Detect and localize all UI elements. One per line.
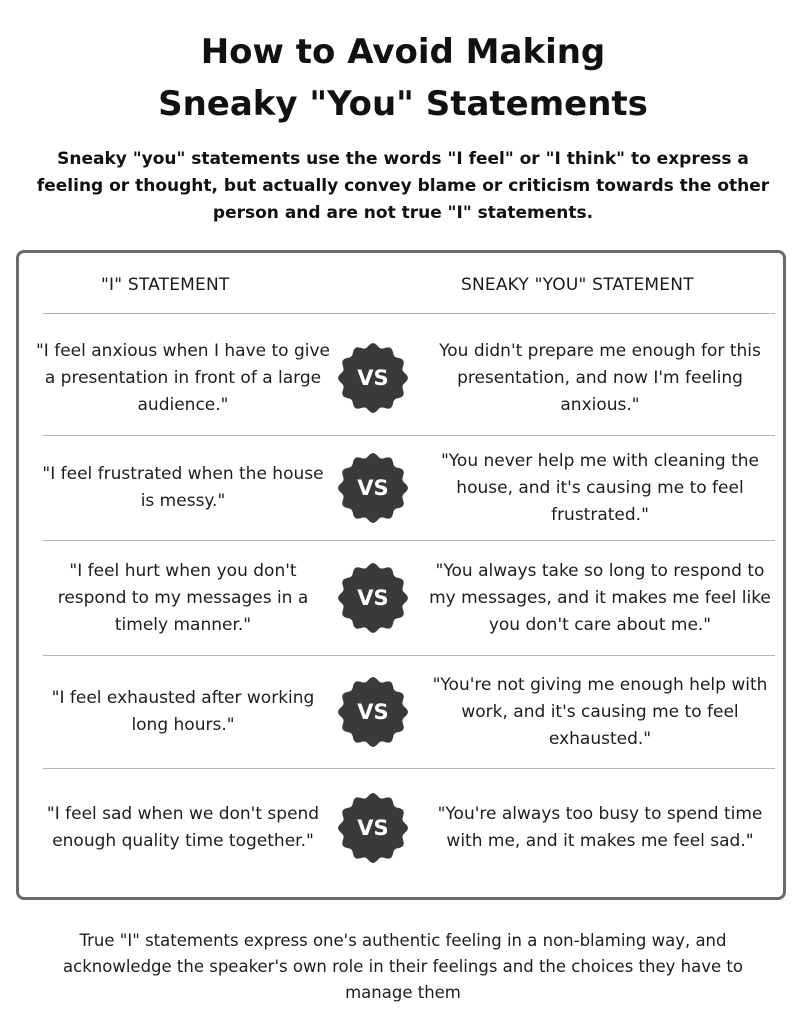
vs-badge <box>337 342 409 414</box>
vs-label: VS <box>357 476 389 500</box>
vs-label: VS <box>357 586 389 610</box>
footer-note: True "I" statements express one's authentic feeling in a non-blaming way, and acknowledge the speaker's own role in their feelings and the choices they have to manage them <box>63 931 743 1002</box>
intro-text: Sneaky "you" statements use the words "I feel" or "I think" to express a feeling or thought, but actually convey blame or criticism towards the other person and are not true "I" statements. <box>36 149 770 223</box>
table-row <box>19 542 783 654</box>
divider <box>43 435 775 436</box>
divider <box>43 313 775 314</box>
divider <box>43 768 775 769</box>
vs-label: VS <box>357 700 389 724</box>
vs-label: VS <box>357 816 389 840</box>
comparison-table <box>16 250 786 900</box>
title-line-1: How to Avoid Making <box>200 32 606 72</box>
you-statement: You didn't prepare me enough for this presentation, and now I'm feeling anxious." <box>439 340 761 415</box>
i-statement-header: "I" STATEMENT <box>101 275 230 295</box>
i-statement: "I feel anxious when I have to give a presentation in front of a large audience." <box>35 340 331 415</box>
you-statement: "You always take so long to respond to my messages, and it makes me feel like you don't care about me." <box>429 560 771 635</box>
vs-badge <box>337 452 409 524</box>
you-statement: "You never help me with cleaning the house, and it's causing me to feel frustrated." <box>440 450 760 525</box>
table-row <box>19 770 783 886</box>
i-statement: "I feel sad when we don't spend enough quality time together." <box>46 804 320 851</box>
table-row <box>19 437 783 539</box>
vs-badge <box>337 792 409 864</box>
title-line-2: Sneaky "You" Statements <box>158 84 648 124</box>
you-statement-header: SNEAKY "YOU" STATEMENT <box>461 275 694 295</box>
table-row <box>19 657 783 767</box>
divider <box>43 655 775 656</box>
you-statement: "You're always too busy to spend time with me, and it makes me feel sad." <box>437 804 763 851</box>
i-statement: "I feel frustrated when the house is messy." <box>42 464 324 511</box>
i-statement: "I feel hurt when you don't respond to my messages in a timely manner." <box>57 560 309 635</box>
you-statement: "You're not giving me enough help with work, and it's causing me to feel exhausted." <box>432 674 768 749</box>
divider <box>43 540 775 541</box>
vs-badge <box>337 562 409 634</box>
table-row <box>19 323 783 433</box>
i-statement: "I feel exhausted after working long hours." <box>51 688 315 735</box>
vs-label: VS <box>357 366 389 390</box>
vs-badge <box>337 676 409 748</box>
page-title <box>0 26 806 130</box>
